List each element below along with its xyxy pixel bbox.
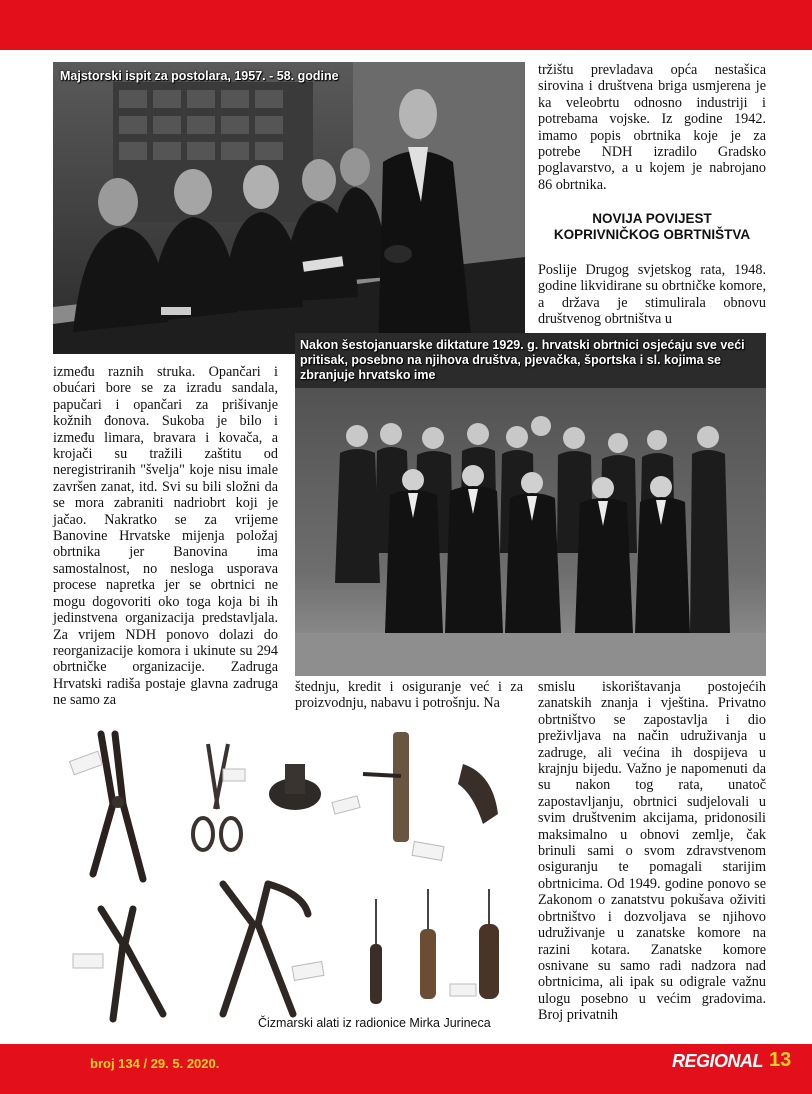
photo-craftsmen-group-caption: Nakon šestojanuarske diktature 1929. g. hrvatski obrtnici osjećaju sve veći pritisak, posebno na njihova društva, pjevačka, športska i sl. kojima se zbranjuje hrvatsko ime [300,338,745,382]
right-column-mid-text: Poslije Drugog svjetskog rata, 1948. godine likvidirane su obrtničke komore, a država je stimulirala obnovu društvenog obrtništva u [538,262,766,328]
right-column-bottom-text: smislu iskorištavanja postojećih zanatskih znanja i vještina. Privatno obrtništvo se zapostavlja i dio preživljava na način udruživanja u zadruge, ali većina ih dospijeva u krajnju bijedu. Važno je napomenuti da su nakon tog rata, unatoč zapostavljanju, obrtnici sudjelovali u svim društvenim akcijama, pridonosili maksimalno u obnovi zemlje, čak brinuli sami o svom zdravstvenom osiguranju te pomagali starijim obrtnicima. Od 1949. godine ponovo se Zakonom o zanatstvu pokušava oživiti obrtništvo i dozvoljava se njihovo udruživanje u zanatske komore na razini kotara. Zanatske komore osnivane su samo radi nadzora nad obrtnicima, ali ipak su odigrale važnu ulogu posebno u većim gradovima. Broj privatnih [538,679,766,1024]
photo-boot-tools-caption: Čizmarski alati iz radionice Mirka Jurineca [258,1016,491,1030]
photo-boot-tools [53,714,525,1028]
photo-shoemaker-exam [53,62,525,354]
section-heading [538,211,766,243]
section-heading-line1: NOVIJA POVIJEST [592,211,712,226]
issue-info: broj 134 / 29. 5. 2020. [90,1056,220,1071]
middle-column-text: štednju, kredit i osiguranje već i za proizvodnju, nabavu i potrošnju. Na [295,679,523,712]
photo-craftsmen-group [295,333,766,676]
section-heading-line2: KOPRIVNIČKOG OBRTNIŠTVA [553,227,751,242]
right-column-top-text: tržištu prevladava opća nestašica sirovina i društvena briga usmjerena je ka veleobrtu odnosno industriji i potrebama vojske. Iz godine 1942. imamo popis obrtnika koje je za potrebe NDH izradilo Gradsko poglavarstvo, a u kojem je nabrojano 86 obrtnika. [538,62,766,193]
photo-shoemaker-exam-caption: Majstorski ispit za postolara, 1957. - 58. godine [60,69,339,83]
top-red-bar [0,0,812,50]
left-column-text: između raznih struka. Opančari i obućari bore se za izradu sandala, papučari i opančari za prišivanje kožnih đonova. Sukoba je bilo i između limara, bravara i kovača, a krojači su tražili zaštitu od neregistriranih "švelja" koje nisu imale završen zanat, itd. Svi su bili složni da se mora zabraniti nadriobrt koji je jačao. Nakratko se za vrijeme Banovine Hrvatske mijenja položaj obrtnika jer Banovina ima samostalnost, no nesloga usporava procese napretka jer se obrtnici ne mogu dogovoriti oko toga koja bi ih jedinstvena organizacija predstavljala. Za vrijem NDH ponovo dolazi do reorganizacije komora i ukinute su 294 obrtničke organizacije. Zadruga Hrvatski radiša postaje glavna zadruga ne samo za [53,364,278,709]
page-number: 13 [769,1049,792,1071]
regional-logo: REGIONAL [672,1051,764,1071]
